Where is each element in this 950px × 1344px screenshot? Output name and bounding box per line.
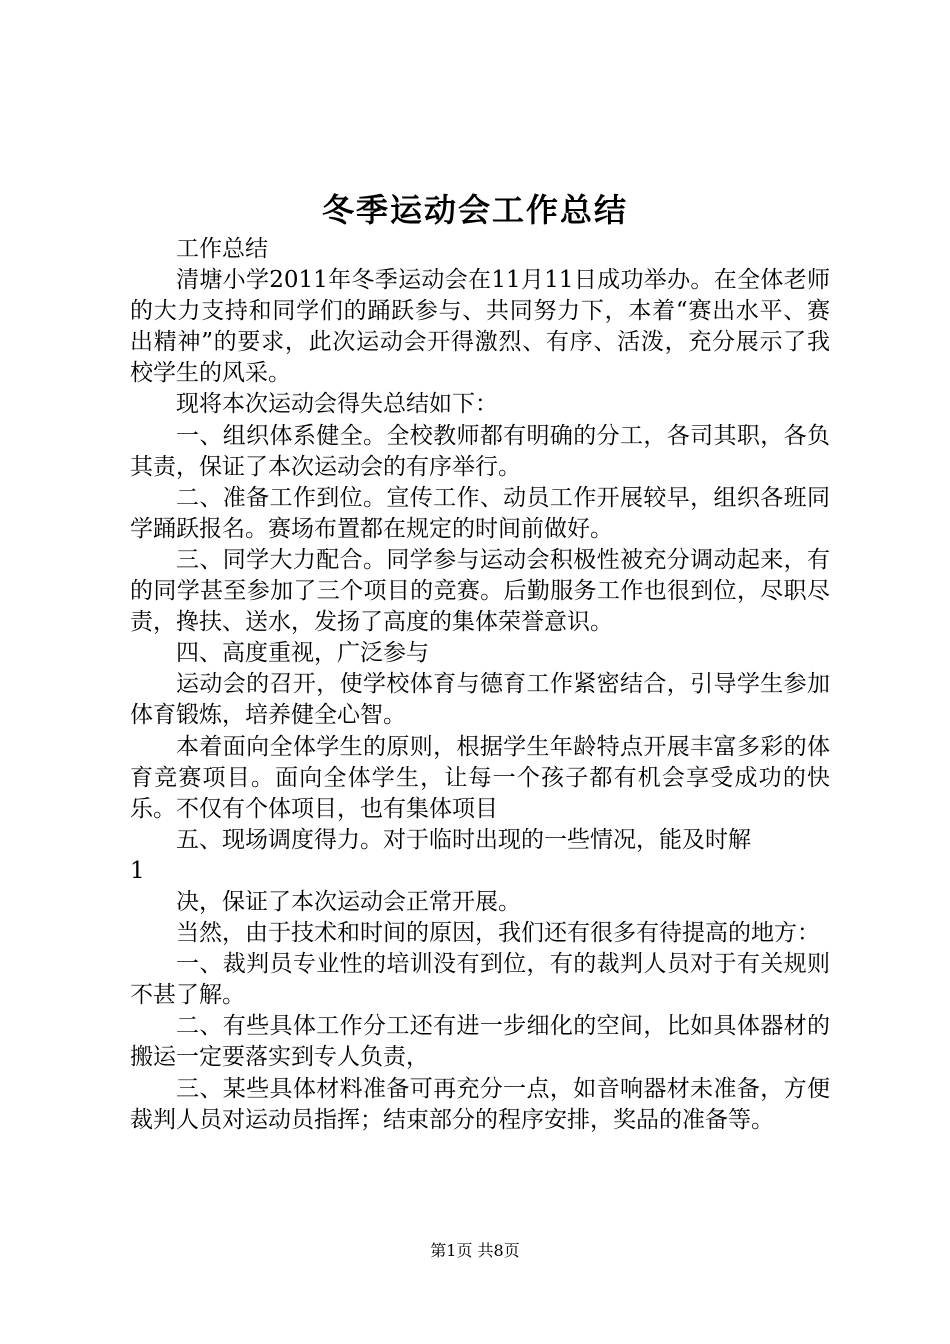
paragraph-point-3: 三、同学大力配合。同学参与运动会积极性被充分调动起来，有的同学甚至参加了三个项目的竞赛。后勤服务工作也很到位，尽职尽责，搀扶、送水，发扬了高度的集体荣誉意识。: [130, 546, 830, 636]
paragraph-point-5-cont: 决，保证了本次运动会正常开展。: [176, 888, 521, 915]
page-title: 冬季运动会工作总结: [321, 191, 628, 229]
paragraph-improvements-lead: 当然，由于技术和时间的原因，我们还有很多有待提高的地方：: [176, 920, 820, 947]
inline-page-number: 1: [130, 857, 145, 884]
paragraph-improvement-2: 二、有些具体工作分工还有进一步细化的空间，比如具体器材的搬运一定要落实到专人负责，: [130, 1013, 830, 1071]
paragraph-point-4: 四、高度重视，广泛参与: [176, 640, 429, 667]
paragraph-point-4-detail-a: 运动会的召开，使学校体育与德育工作紧密结合，引导学生参加体育锻炼，培养健全心智。: [130, 671, 830, 729]
paragraph-point-2: 二、准备工作到位。宣传工作、动员工作开展较早，组织各班同学踊跃报名。赛场布置都在规定的时间前做好。: [130, 484, 830, 542]
paragraph-intro: 清塘小学2011年冬季运动会在11月11日成功举办。在全体老师的大力支持和同学们的踊跃参与、共同努力下，本着“赛出水平、赛出精神”的要求，此次运动会开得激烈、有序、活泼，充分展示了我校学生的风采。: [130, 267, 830, 387]
page-footer: 第1页 共8页: [430, 1241, 520, 1260]
paragraph-point-4-detail-b: 本着面向全体学生的原则，根据学生年龄特点开展丰富多彩的体育竞赛项目。面向全体学生，让每一个孩子都有机会享受成功的快乐。不仅有个体项目，也有集体项目: [130, 733, 830, 822]
paragraph-summary-lead: 现将本次运动会得失总结如下：: [176, 391, 498, 418]
paragraph-heading: 工作总结: [176, 236, 268, 262]
paragraph-improvement-1: 一、裁判员专业性的培训没有到位，有的裁判人员对于有关规则不甚了解。: [130, 951, 830, 1009]
document-body: [130, 234, 830, 1136]
paragraph-point-5: 五、现场调度得力。对于临时出现的一些情况，能及时解: [176, 826, 751, 853]
paragraph-point-1: 一、组织体系健全。全校教师都有明确的分工，各司其职，各负其责，保证了本次运动会的有序举行。: [130, 422, 830, 480]
paragraph-improvement-3: 三、某些具体材料准备可再充分一点，如音响器材未准备，方便裁判人员对运动员指挥；结束部分的程序安排，奖品的准备等。: [130, 1075, 830, 1133]
